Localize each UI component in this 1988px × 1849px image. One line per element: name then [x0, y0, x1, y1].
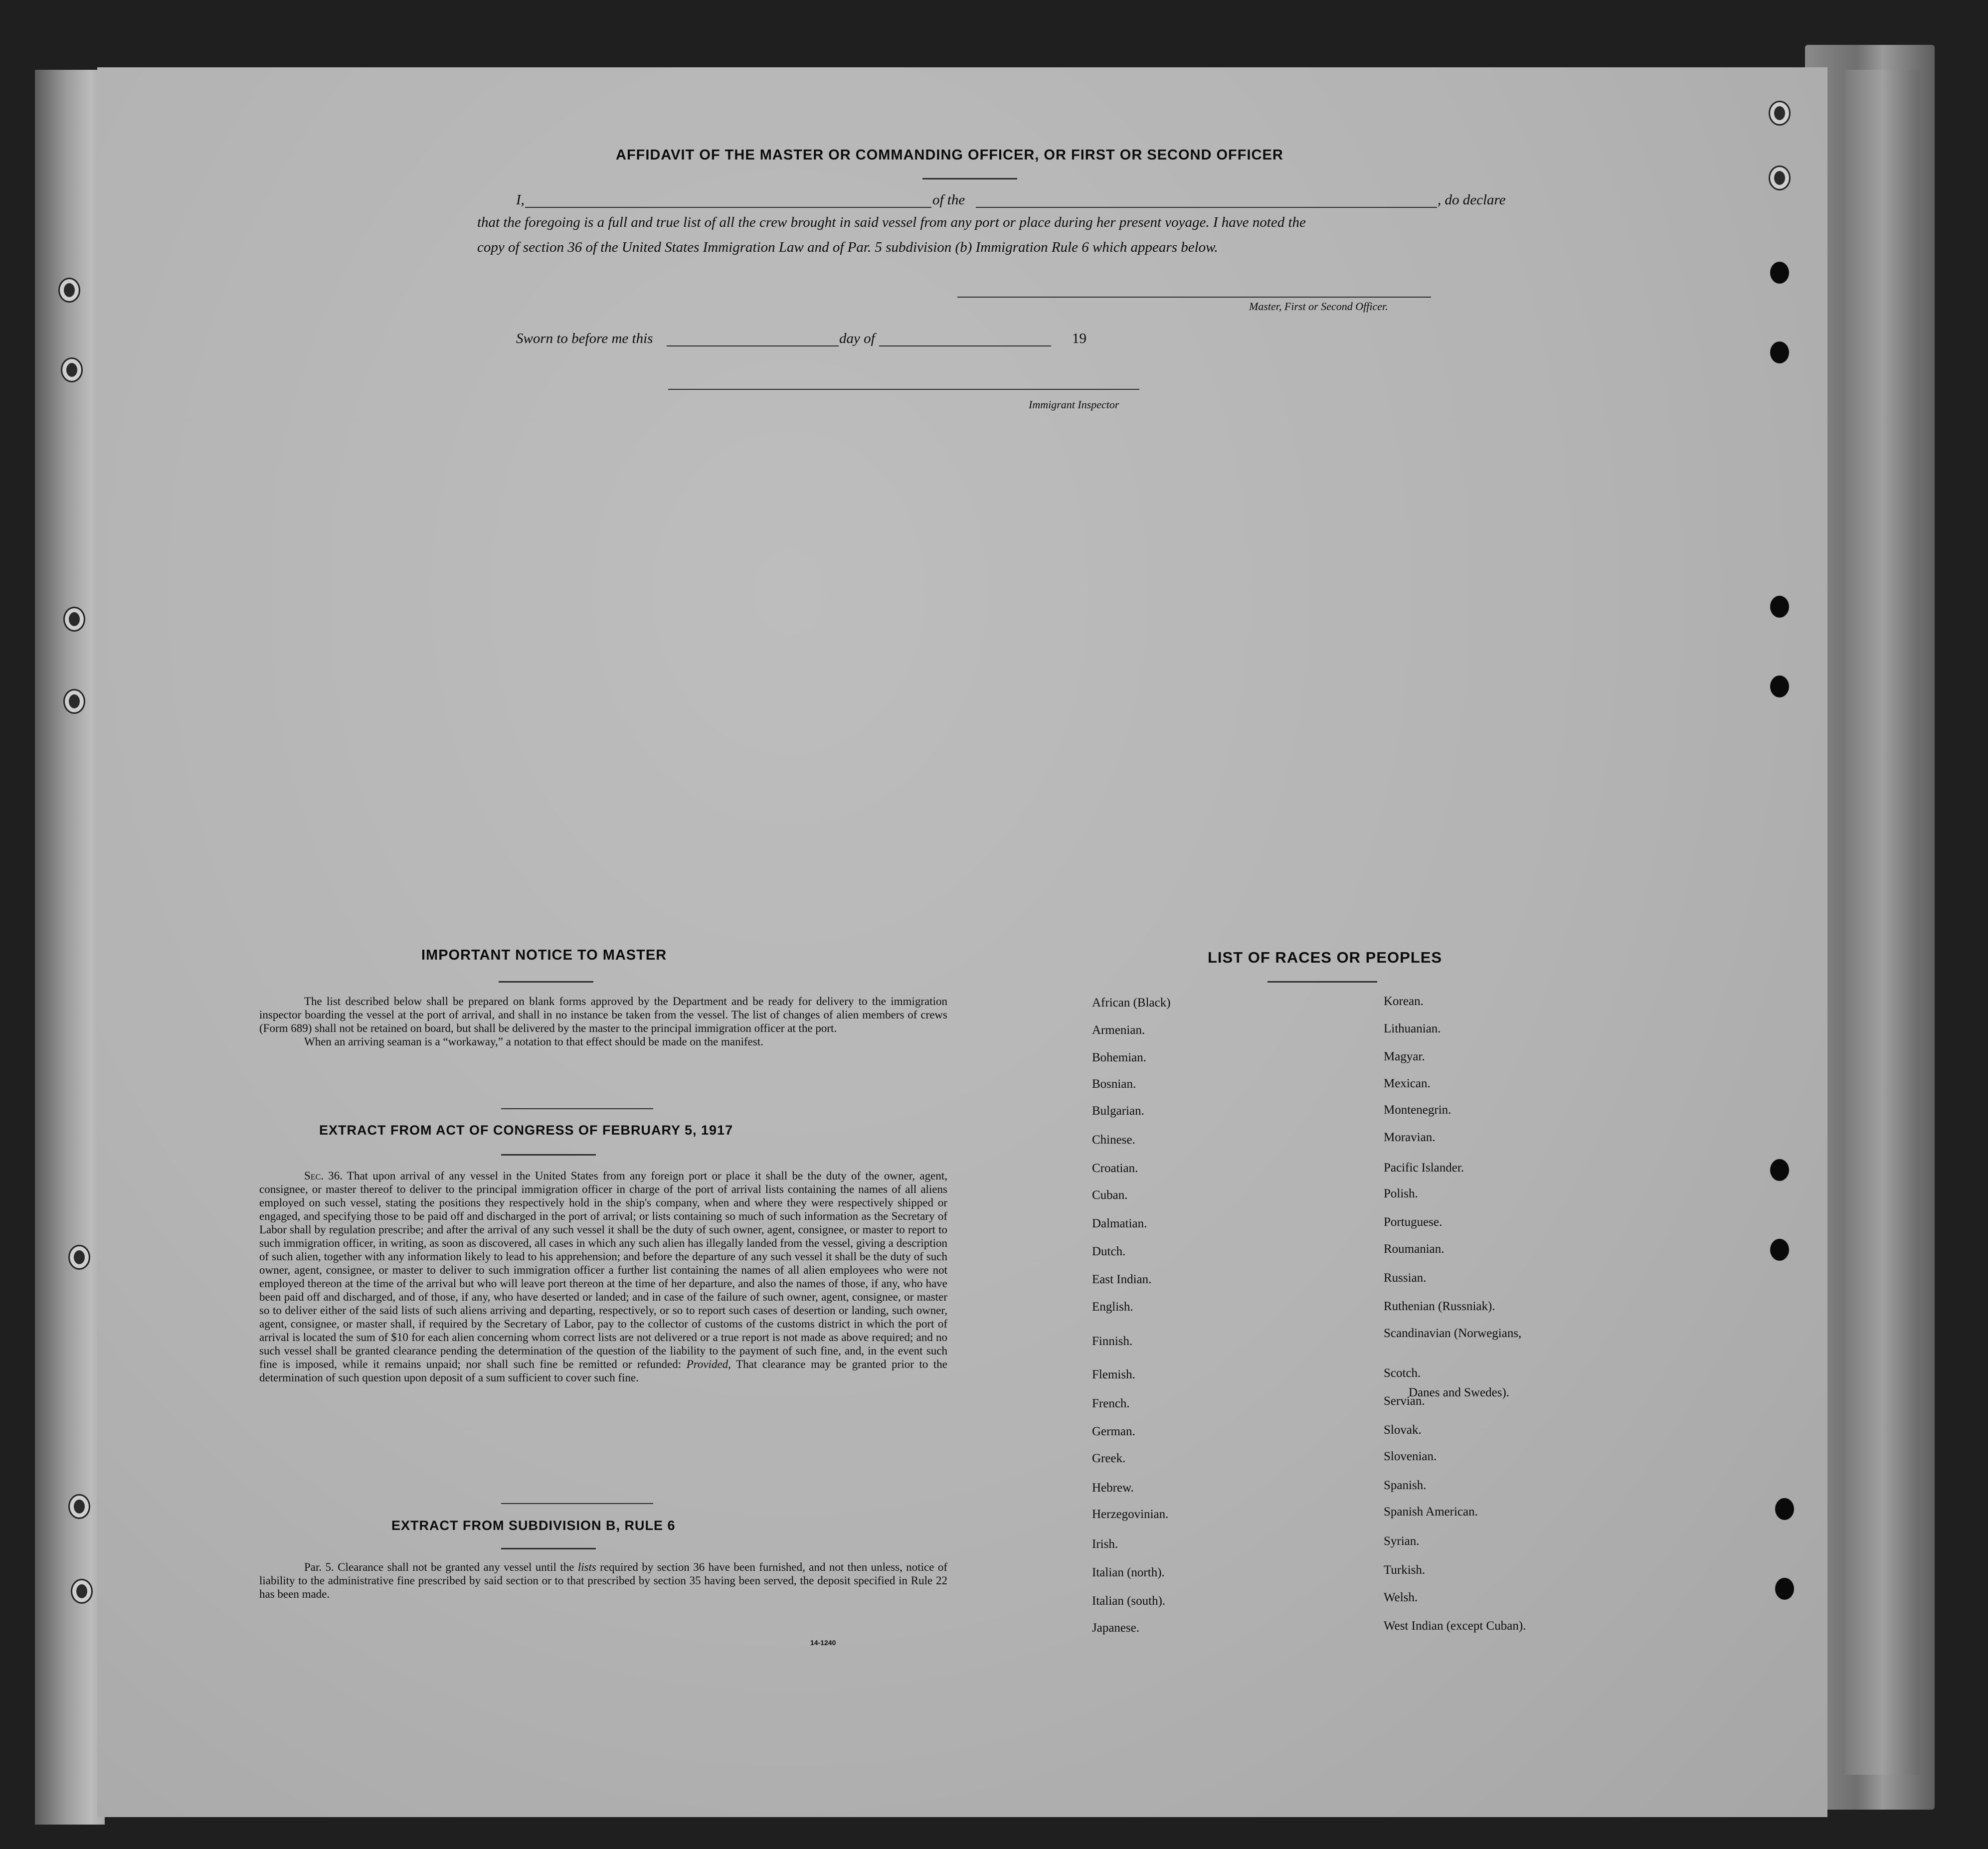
- race-right-14: Servian.: [1384, 1394, 1425, 1408]
- race-left-4: Bulgarian.: [1092, 1104, 1144, 1118]
- race-right-5: Moravian.: [1384, 1131, 1436, 1144]
- race-left-21: Italian (south).: [1092, 1594, 1166, 1608]
- binder-hole: [1770, 1239, 1789, 1261]
- race-right-4: Montenegrin.: [1384, 1103, 1451, 1117]
- race-left-19: Irish.: [1092, 1537, 1118, 1551]
- race-left-8: Dalmatian.: [1092, 1217, 1147, 1230]
- extract-rule-body: [259, 1560, 947, 1601]
- binder-hole: [65, 608, 84, 630]
- race-right-13: Scotch.: [1384, 1366, 1421, 1380]
- title-underline: [922, 178, 1017, 179]
- race-right-0: Korean.: [1384, 995, 1424, 1008]
- binder-hole: [1770, 262, 1789, 284]
- race-right-17: Spanish.: [1384, 1479, 1427, 1492]
- race-left-11: English.: [1092, 1300, 1133, 1314]
- race-continuation: Danes and Swedes).: [1409, 1386, 1510, 1399]
- race-right-16: Slovenian.: [1384, 1450, 1437, 1463]
- document-page: [97, 67, 1827, 1817]
- binder-hole: [1775, 1578, 1794, 1600]
- affidavit-i-label: I,: [516, 192, 525, 208]
- binder-hole: [60, 279, 79, 301]
- notice-body: [259, 995, 947, 1048]
- races-underline: [1267, 981, 1377, 983]
- race-left-16: Greek.: [1092, 1452, 1126, 1465]
- section-divider: [501, 1108, 653, 1109]
- section-divider: [501, 1503, 653, 1504]
- section-label: Sec. 36.: [304, 1170, 343, 1182]
- race-right-18: Spanish American.: [1384, 1505, 1478, 1518]
- sworn-month-blank: [879, 345, 1051, 346]
- binder-hole: [1770, 341, 1789, 363]
- binder-hole: [62, 359, 81, 381]
- binder-hole: [70, 1246, 89, 1268]
- race-right-15: Slovak.: [1384, 1423, 1422, 1437]
- race-right-20: Turkish.: [1384, 1563, 1426, 1577]
- race-left-3: Bosnian.: [1092, 1077, 1136, 1091]
- inspector-caption: Immigrant Inspector: [1029, 398, 1119, 411]
- race-right-21: Welsh.: [1384, 1591, 1418, 1604]
- race-right-12: Scandinavian (Norwegians,: [1384, 1327, 1522, 1340]
- race-left-12: Finnish.: [1092, 1335, 1133, 1348]
- notice-underline: [499, 981, 593, 983]
- race-left-18: Herzegovinian.: [1092, 1508, 1169, 1521]
- master-signature-line: [957, 297, 1431, 298]
- extract-rule-underline: [501, 1548, 596, 1549]
- sworn-day-of-label: day of: [839, 331, 875, 346]
- race-left-20: Italian (north).: [1092, 1566, 1165, 1579]
- rule-text-b: required by section 36 have been furnished, and not then unless, notice of liability to the administrative fine prescribed by said section or to that prescribed by section 35 having been served, the deposit specified in Rule 22 has been made.: [259, 1561, 947, 1600]
- race-left-6: Croatian.: [1092, 1162, 1138, 1175]
- binder-hole: [70, 1496, 89, 1517]
- affidavit-line-2: that the foregoing is a full and true list of all the crew brought in said vessel from any port or place during her present voyage. I have noted the: [477, 214, 1306, 230]
- extract-act-underline: [501, 1154, 596, 1156]
- sworn-day-blank: [667, 345, 839, 346]
- race-left-10: East Indian.: [1092, 1273, 1152, 1286]
- race-left-0: African (Black): [1092, 996, 1171, 1009]
- race-right-19: Syrian.: [1384, 1534, 1420, 1548]
- race-left-13: Flemish.: [1092, 1368, 1135, 1381]
- binder-hole: [1775, 1498, 1794, 1520]
- sworn-year-prefix: 19: [1072, 331, 1086, 346]
- binder-hole: [1770, 675, 1789, 697]
- notice-title: IMPORTANT NOTICE TO MASTER: [421, 947, 667, 963]
- binder-hole: [1770, 102, 1789, 124]
- race-right-7: Polish.: [1384, 1187, 1418, 1200]
- section-36-text: That upon arrival of any vessel in the United States from any foreign port or place it shall be the duty of the owner, agent, consignee, or master thereof to deliver to the principal immigration officer in charge of the port of arrival lists containing the names of all aliens employed on such vessel, stating the positions they respectively hold in the ship's company, when and where they were respectively shipped or engaged, and specifying those to be paid off and discharged in the port of arrival; or lists containing so much of such information as the Secretary of Labor shall by regulation prescribe; and after the arrival of any such vessel it shall be the duty of such owner, agent, consignee, or master to report to such immigration officer, in writing, as soon as discovered, all cases in which any such alien has illegally landed from the vessel, giving a description of such alien, together with any information likely to lead to his apprehension; and before the departure of any such vessel it shall be the duty of such owner, agent, consignee, or master to deliver to such immigration officer a further list containing the names of all alien employees who were not employed thereon at the time of the arrival but who will leave port thereon at the time of her departure, and also the names of those, if any, who have been paid off and discharged, and of those, if any, who have deserted or landed; and in case of the failure of such owner, agent, consignee, or master so to deliver either of the said lists of such aliens arriving and departing, respectively, or so to report such cases of desertion or landing, such owner, agent, consignee, or master shall, if required by the Secretary of Labor, pay to the collector of customs of the customs district in which the port of arrival is located the sum of $10 for each alien concerning whom correct lists are not delivered or a true report is not made as above required; and no such vessel shall be granted clearance pending the determination of the question of the liability to the payment of such fine, and, in the event such fine is imposed, while it remains unpaid; nor shall such fine be remitted or refunded:: [259, 1170, 947, 1370]
- lists-word: lists: [577, 1561, 596, 1573]
- affidavit-title: AFFIDAVIT OF THE MASTER OR COMMANDING OFFICER, OR FIRST OR SECOND OFFICER: [616, 147, 1283, 163]
- race-right-10: Russian.: [1384, 1271, 1427, 1285]
- extract-act-title: EXTRACT FROM ACT OF CONGRESS OF FEBRUARY 5, 1917: [319, 1123, 733, 1138]
- inspector-signature-line: [668, 389, 1139, 390]
- binder-hole: [1770, 596, 1789, 618]
- affidavit-of-the-label: of the: [932, 192, 965, 208]
- master-signature-caption: Master, First or Second Officer.: [1249, 300, 1388, 313]
- race-left-1: Armenian.: [1092, 1023, 1145, 1037]
- race-right-11: Ruthenian (Russniak).: [1384, 1300, 1495, 1313]
- race-left-14: French.: [1092, 1397, 1130, 1410]
- affidavit-line-3: copy of section 36 of the United States Immigration Law and of Par. 5 subdivision (b) Immigration Rule 6 which appears below.: [477, 239, 1218, 255]
- notice-paragraph-1: The list described below shall be prepared on blank forms approved by the Department and be ready for delivery to the immigration inspector boarding the vessel at the port of arrival, and shall in no instance be taken from the vessel. The list of changes of alien members of crews (Form 689) shall not be retained on board, but shall be delivered by the master to the principal immigration officer at the port.: [259, 995, 947, 1034]
- race-right-3: Mexican.: [1384, 1077, 1431, 1090]
- section-36-text-end: That clearance may be granted prior to the determination of such question upon deposit of a sum sufficient to cover such fine.: [259, 1358, 948, 1384]
- sworn-label: Sworn to before me this: [516, 331, 653, 346]
- binder-hole: [1770, 1159, 1789, 1181]
- affidavit-do-declare: , do declare: [1438, 192, 1506, 208]
- race-right-2: Magyar.: [1384, 1050, 1425, 1063]
- race-left-9: Dutch.: [1092, 1245, 1126, 1258]
- name-blank-line: [525, 207, 931, 208]
- race-right-1: Lithuanian.: [1384, 1022, 1441, 1035]
- race-right-8: Portuguese.: [1384, 1215, 1443, 1229]
- underlying-page-edge: [1845, 70, 1920, 1775]
- race-left-5: Chinese.: [1092, 1133, 1135, 1147]
- vessel-blank-line: [976, 207, 1437, 208]
- binder-hole: [65, 690, 84, 712]
- race-left-15: German.: [1092, 1425, 1135, 1438]
- form-number: 14-1240: [810, 1639, 836, 1647]
- rule-text-a: Par. 5. Clearance shall not be granted any vessel until the: [304, 1561, 574, 1573]
- race-right-9: Roumanian.: [1384, 1242, 1445, 1256]
- extract-act-body: [259, 1169, 947, 1384]
- notice-paragraph-2: When an arriving seaman is a “workaway,” a notation to that effect should be made on the manifest.: [304, 1035, 763, 1048]
- provided-word: Provided,: [686, 1358, 731, 1370]
- extract-rule-title: EXTRACT FROM SUBDIVISION B, RULE 6: [391, 1518, 676, 1533]
- race-right-22: West Indian (except Cuban).: [1384, 1619, 1526, 1633]
- binder-hole: [1770, 167, 1789, 189]
- race-left-22: Japanese.: [1092, 1621, 1140, 1635]
- race-left-2: Bohemian.: [1092, 1051, 1147, 1064]
- binding-edge: [35, 70, 105, 1825]
- races-title: LIST OF RACES OR PEOPLES: [1208, 949, 1443, 966]
- race-left-7: Cuban.: [1092, 1188, 1128, 1202]
- binder-hole: [72, 1580, 91, 1602]
- race-right-6: Pacific Islander.: [1384, 1161, 1464, 1175]
- race-left-17: Hebrew.: [1092, 1481, 1134, 1495]
